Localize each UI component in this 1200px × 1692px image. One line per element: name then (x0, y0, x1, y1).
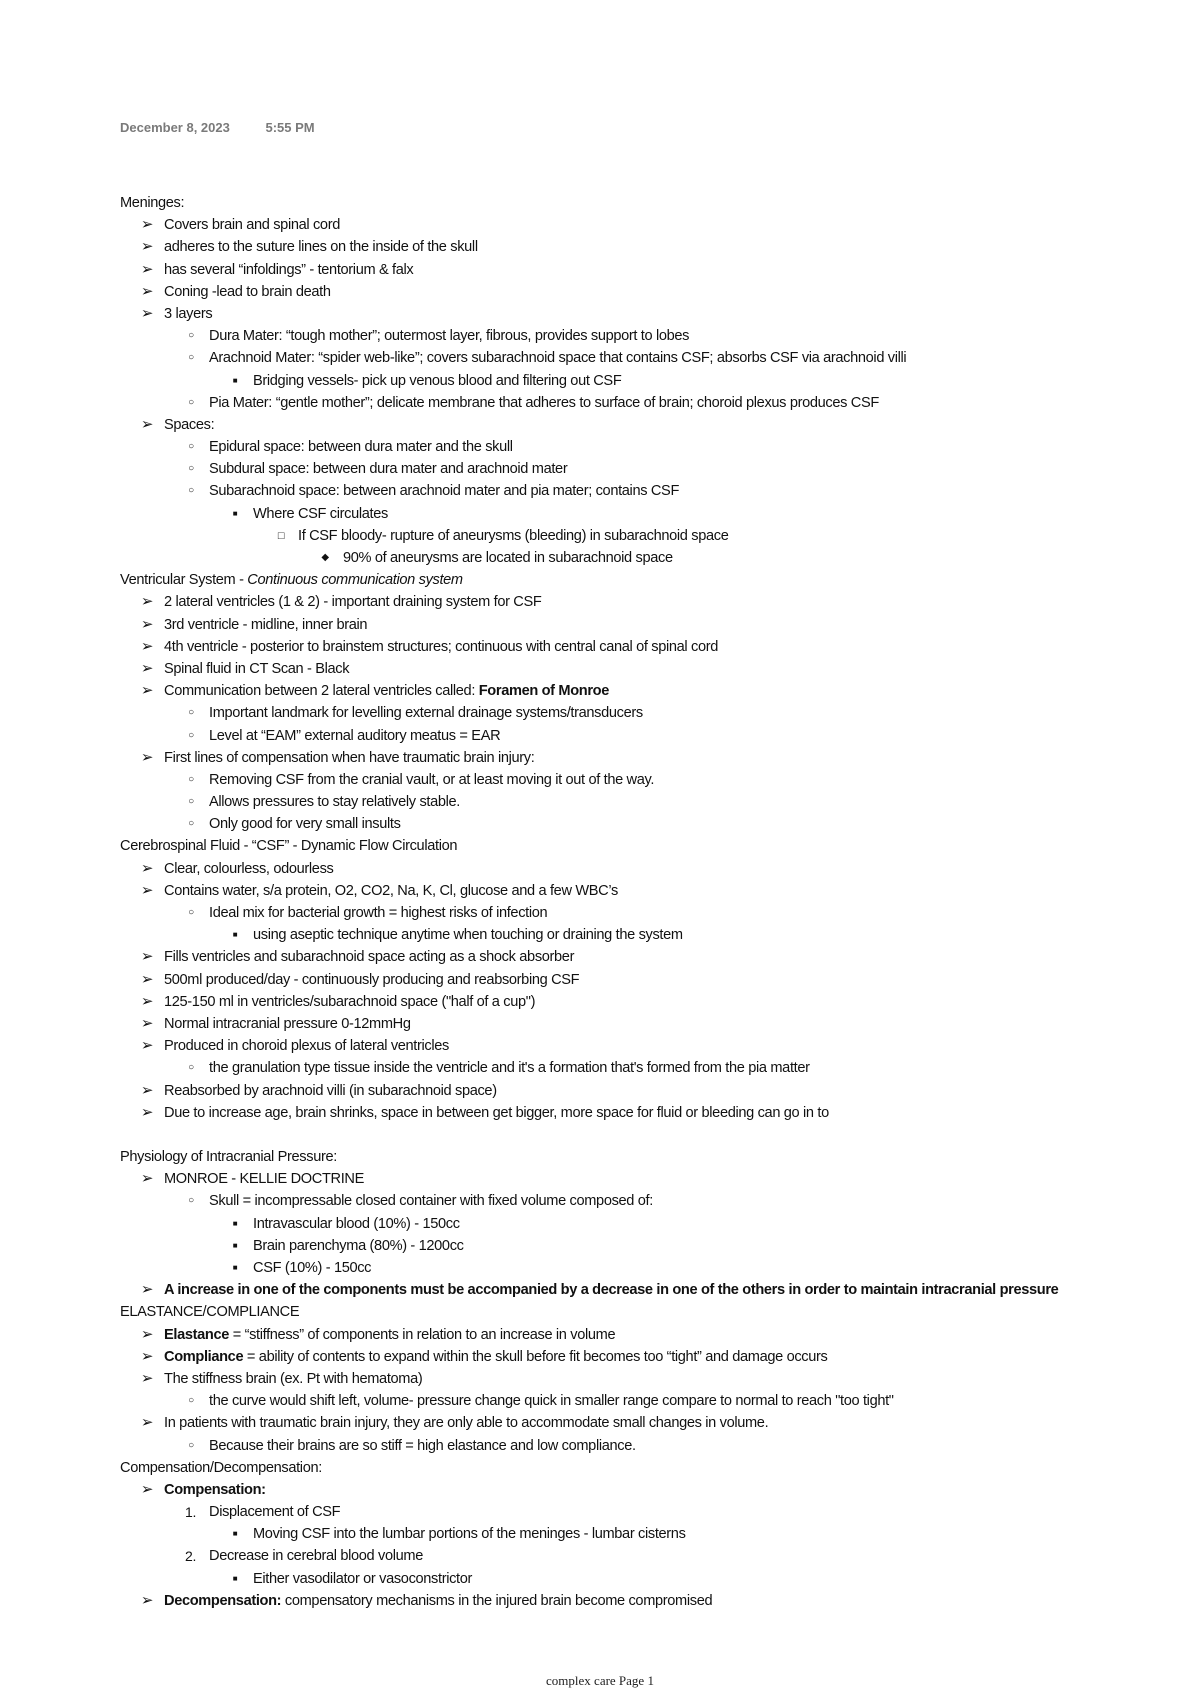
line-text: CSF (10%) - 150cc (253, 1260, 372, 1276)
line-text: Normal intracranial pressure 0-12mmHg (164, 1015, 411, 1032)
line-text: has several “infoldings” - tentorium & falx (164, 261, 414, 278)
circle-bullet-icon: ○ (188, 1195, 194, 1207)
square-bullet-icon: ■ (232, 1263, 238, 1272)
arrow-bullet-icon: ➢ (140, 260, 154, 278)
arrow-bullet-icon: ➢ (140, 659, 154, 677)
section-heading (120, 192, 1198, 214)
line-text: Physiology of Intracranial Pressure: (120, 1149, 337, 1166)
arrow-bullet-icon: ➢ (140, 282, 154, 300)
line-text: Compliance (164, 1348, 244, 1365)
list-item (120, 1324, 1198, 1346)
square-bullet-icon: ■ (232, 375, 238, 385)
line-text: compensatory mechanisms in the injured brain become compromised (281, 1592, 713, 1609)
list-item (120, 1545, 1198, 1567)
line-text: Subdural space: between dura mater and arachnoid mater (209, 461, 568, 478)
line-text: Because their brains are so stiff = high elastance and low compliance. (209, 1437, 636, 1454)
line-text: Only good for very small insults (209, 816, 401, 833)
line-text: First lines of compensation when have traumatic brain injury: (164, 749, 535, 766)
list-item (120, 1257, 1198, 1279)
line-text: Spinal fluid in CT Scan - Black (164, 660, 350, 677)
list-item (120, 1412, 1198, 1434)
line-text: Brain parenchyma (80%) - 1200cc (253, 1237, 464, 1254)
list-item (120, 1523, 1198, 1545)
list-item (120, 1102, 1198, 1124)
line-text: 3 layers (164, 305, 213, 322)
list-item (120, 458, 1198, 480)
square-bullet-icon: ■ (232, 1240, 238, 1250)
arrow-bullet-icon: ➢ (140, 1170, 154, 1188)
line-text: 3rd ventricle - midline, inner brain (164, 616, 368, 633)
square-bullet-icon: ■ (232, 508, 238, 518)
square-bullet-icon: ■ (232, 1529, 238, 1539)
circle-bullet-icon: ○ (188, 796, 194, 808)
diamond-bullet-icon: ◆ (321, 552, 329, 563)
line-text: Subarachnoid space: between arachnoid mater and pia mater; contains CSF (209, 483, 680, 500)
circle-bullet-icon: ○ (188, 441, 194, 453)
list-number: 2. (185, 1548, 196, 1565)
line-text: Produced in choroid plexus of lateral ventricles (164, 1038, 449, 1055)
list-item (120, 902, 1198, 924)
circle-bullet-icon: ○ (188, 1395, 194, 1407)
line-text: Meninges: (120, 195, 185, 211)
line-text: Important landmark for levelling external drainage systems/transducers (209, 705, 643, 722)
list-item (120, 503, 1198, 525)
line-text: the curve would shift left, volume- pressure change quick in smaller range compare to normal to reach "too tight" (209, 1393, 894, 1410)
list-item (120, 1279, 1198, 1301)
line-text: Ideal mix for bacterial growth = highest risks of infection (209, 905, 548, 921)
line-text: Foramen of Monroe (478, 683, 609, 700)
arrow-bullet-icon: ➢ (140, 1014, 154, 1032)
list-item (120, 725, 1198, 747)
list-item (120, 880, 1198, 902)
arrow-bullet-icon: ➢ (140, 682, 154, 700)
list-item (120, 791, 1198, 813)
note-time: 5:55 PM (265, 120, 315, 135)
line-text: Bridging vessels- pick up venous blood and filtering out CSF (253, 372, 622, 389)
circle-bullet-icon: ○ (188, 463, 194, 475)
line-text: Either vasodilator or vasoconstrictor (253, 1570, 473, 1587)
circle-bullet-icon: ○ (188, 1439, 194, 1451)
section-heading (120, 1457, 1198, 1479)
arrow-bullet-icon: ➢ (140, 1325, 154, 1343)
square-bullet-icon: ■ (232, 930, 238, 940)
arrow-bullet-icon: ➢ (140, 238, 154, 256)
list-item (120, 325, 1198, 347)
circle-bullet-icon: ○ (188, 729, 194, 741)
arrow-bullet-icon: ➢ (140, 881, 154, 899)
line-text: The stiffness brain (ex. Pt with hematoma) (164, 1370, 423, 1387)
line-text: Reabsorbed by arachnoid villi (in subarachnoid space) (164, 1082, 497, 1099)
arrow-bullet-icon: ➢ (140, 415, 154, 433)
line-text: Epidural space: between dura mater and the skull (209, 439, 513, 456)
list-item (120, 946, 1198, 968)
line-text: Communication between 2 lateral ventricles called: (164, 683, 479, 700)
list-item (120, 1479, 1198, 1501)
list-item (120, 858, 1198, 880)
line-text: If CSF bloody- rupture of aneurysms (bleeding) in subarachnoid space (298, 527, 729, 544)
list-item (120, 1346, 1198, 1368)
line-text: Skull = incompressable closed container with fixed volume composed of: (209, 1193, 653, 1210)
line-text: Pia Mater: “gentle mother”; delicate membrane that adheres to surface of brain; choroid plexus produces CSF (209, 394, 879, 411)
line-text: Clear, colourless, odourless (164, 860, 334, 877)
arrow-bullet-icon: ➢ (140, 1347, 154, 1365)
list-item (120, 658, 1198, 680)
list-number: 1. (185, 1504, 196, 1521)
line-text: Decompensation: (164, 1592, 282, 1609)
line-text: 125-150 ml in ventricles/subarachnoid space ("half of a cup") (164, 993, 536, 1010)
arrow-bullet-icon: ➢ (140, 615, 154, 633)
arrow-bullet-icon: ➢ (140, 637, 154, 655)
line-text: Level at “EAM” external auditory meatus = EAR (209, 727, 501, 744)
line-text: Where CSF circulates (253, 505, 388, 522)
line-text: the granulation type tissue inside the ventricle and it's a formation that's formed from the pia matter (209, 1060, 810, 1077)
line-text: adheres to the suture lines on the inside of the skull (164, 239, 478, 256)
arrow-bullet-icon: ➢ (140, 1414, 154, 1432)
line-text: Covers brain and spinal cord (164, 217, 340, 234)
arrow-bullet-icon: ➢ (140, 992, 154, 1010)
list-item (120, 636, 1198, 658)
list-item (120, 1435, 1198, 1457)
list-item (120, 969, 1198, 991)
list-item (120, 303, 1198, 325)
line-text: = “stiffness” of components in relation to an increase in volume (229, 1326, 616, 1343)
list-item (120, 214, 1198, 236)
list-item (120, 347, 1198, 369)
list-item (120, 370, 1198, 392)
list-item (120, 1501, 1198, 1523)
arrow-bullet-icon: ➢ (140, 1369, 154, 1387)
line-text: Contains water, s/a protein, O2, CO2, Na, K, Cl, glucose and a few WBC’s (164, 882, 618, 899)
arrow-bullet-icon: ➢ (140, 948, 154, 966)
line-text: Dura Mater: “tough mother”; outermost layer, fibrous, provides support to lobes (209, 328, 690, 345)
line-text: Continuous communication system (247, 572, 463, 589)
list-item (120, 1057, 1198, 1079)
section-heading (120, 1301, 1198, 1323)
line-text: using aseptic technique anytime when touching or draining the system (253, 927, 683, 944)
line-text: Decrease in cerebral blood volume (209, 1548, 423, 1565)
line-text: ELASTANCE/COMPLIANCE (120, 1304, 300, 1321)
line-text: Allows pressures to stay relatively stable. (209, 794, 460, 811)
note-date: December 8, 2023 (120, 120, 230, 135)
list-item (120, 1590, 1198, 1612)
list-item (120, 1035, 1198, 1057)
line-text: 4th ventricle - posterior to brainstem structures; continuous with central canal of spinal cord (164, 638, 719, 655)
list-item (120, 281, 1198, 303)
line-text: In patients with traumatic brain injury, they are only able to accommodate small changes in volume. (164, 1415, 769, 1432)
blank-line (120, 1124, 1198, 1146)
line-text: MONROE - KELLIE DOCTRINE (164, 1171, 364, 1188)
line-text: Displacement of CSF (209, 1504, 341, 1521)
arrow-bullet-icon: ➢ (140, 1480, 154, 1498)
list-item (120, 680, 1198, 702)
line-text: Ventricular System - (120, 572, 248, 589)
line-text: Compensation/Decompensation: (120, 1459, 322, 1476)
section-heading (120, 1146, 1198, 1168)
arrow-bullet-icon: ➢ (140, 1281, 154, 1299)
line-text: 500ml produced/day - continuously producing and reabsorbing CSF (164, 971, 580, 988)
circle-bullet-icon: ○ (188, 396, 194, 408)
list-item (120, 1168, 1198, 1190)
list-item (120, 236, 1198, 258)
list-item (120, 1190, 1198, 1212)
list-item (120, 480, 1198, 502)
arrow-bullet-icon: ➢ (140, 304, 154, 322)
circle-bullet-icon: ○ (188, 1062, 194, 1074)
line-text: Coning -lead to brain death (164, 283, 331, 300)
list-item (120, 991, 1198, 1013)
circle-bullet-icon: ○ (188, 907, 194, 918)
arrow-bullet-icon: ➢ (140, 1591, 154, 1609)
circle-bullet-icon: ○ (188, 485, 194, 497)
line-text: = ability of contents to expand within the skull before fit becomes too “tight” and damage occurs (243, 1348, 828, 1365)
list-item (120, 414, 1198, 436)
list-item (120, 1568, 1198, 1590)
square-bullet-icon: ■ (232, 1218, 238, 1228)
list-item (120, 614, 1198, 636)
list-item (120, 392, 1198, 414)
line-text: Elastance (164, 1326, 229, 1343)
arrow-bullet-icon: ➢ (140, 1081, 154, 1099)
list-item (120, 525, 1198, 547)
line-text: Intravascular blood (10%) - 150cc (253, 1215, 460, 1232)
list-item (120, 547, 1198, 569)
list-item (120, 747, 1198, 769)
arrow-bullet-icon: ➢ (140, 1037, 154, 1055)
note-timestamp (120, 120, 315, 135)
list-item (120, 813, 1198, 835)
line-text: Removing CSF from the cranial vault, or at least moving it out of the way. (209, 771, 655, 788)
list-item (120, 1080, 1198, 1102)
list-item (120, 259, 1198, 281)
line-text: Due to increase age, brain shrinks, space in between get bigger, more space for fluid or bleeding can go in to (164, 1104, 829, 1121)
hollow-square-bullet-icon: □ (277, 529, 285, 542)
list-item (120, 436, 1198, 458)
circle-bullet-icon: ○ (188, 707, 194, 719)
arrow-bullet-icon: ➢ (140, 748, 154, 766)
line-text: Compensation: (164, 1481, 266, 1498)
circle-bullet-icon: ○ (188, 818, 194, 830)
line-text: Arachnoid Mater: “spider web-like”; covers subarachnoid space that contains CSF; absorbs CSF via arachnoid villi (209, 350, 907, 367)
list-item (120, 1013, 1198, 1035)
line-text: Spaces: (164, 416, 215, 433)
list-item (120, 1213, 1198, 1235)
section-heading (120, 569, 1198, 591)
line-text: Fills ventricles and subarachnoid space acting as a shock absorber (164, 949, 575, 966)
note-body (120, 192, 1198, 1612)
list-item (120, 1235, 1198, 1257)
square-bullet-icon: ■ (232, 1573, 238, 1583)
list-item (120, 924, 1198, 946)
arrow-bullet-icon: ➢ (140, 1103, 154, 1121)
line-text: 2 lateral ventricles (1 & 2) - important draining system for CSF (164, 594, 542, 611)
list-item (120, 1390, 1198, 1412)
circle-bullet-icon: ○ (188, 352, 194, 364)
page-footer: complex care Page 1 (546, 1673, 654, 1688)
line-text: A increase in one of the components must be accompanied by a decrease in one of the others in order to maintain intracranial pressure (164, 1282, 1059, 1299)
arrow-bullet-icon: ➢ (140, 970, 154, 988)
arrow-bullet-icon: ➢ (140, 859, 154, 877)
circle-bullet-icon: ○ (188, 330, 194, 342)
list-item (120, 591, 1198, 613)
section-heading (120, 835, 1198, 857)
arrow-bullet-icon: ➢ (140, 593, 154, 611)
line-text: Cerebrospinal Fluid - “CSF” - Dynamic Flow Circulation (120, 838, 458, 855)
list-item (120, 702, 1198, 724)
list-item (120, 769, 1198, 791)
arrow-bullet-icon: ➢ (140, 216, 154, 234)
line-text: 90% of aneurysms are located in subarachnoid space (343, 550, 673, 566)
line-text: Moving CSF into the lumbar portions of the meninges - lumbar cisterns (253, 1526, 686, 1543)
circle-bullet-icon: ○ (188, 773, 194, 785)
list-item (120, 1368, 1198, 1390)
